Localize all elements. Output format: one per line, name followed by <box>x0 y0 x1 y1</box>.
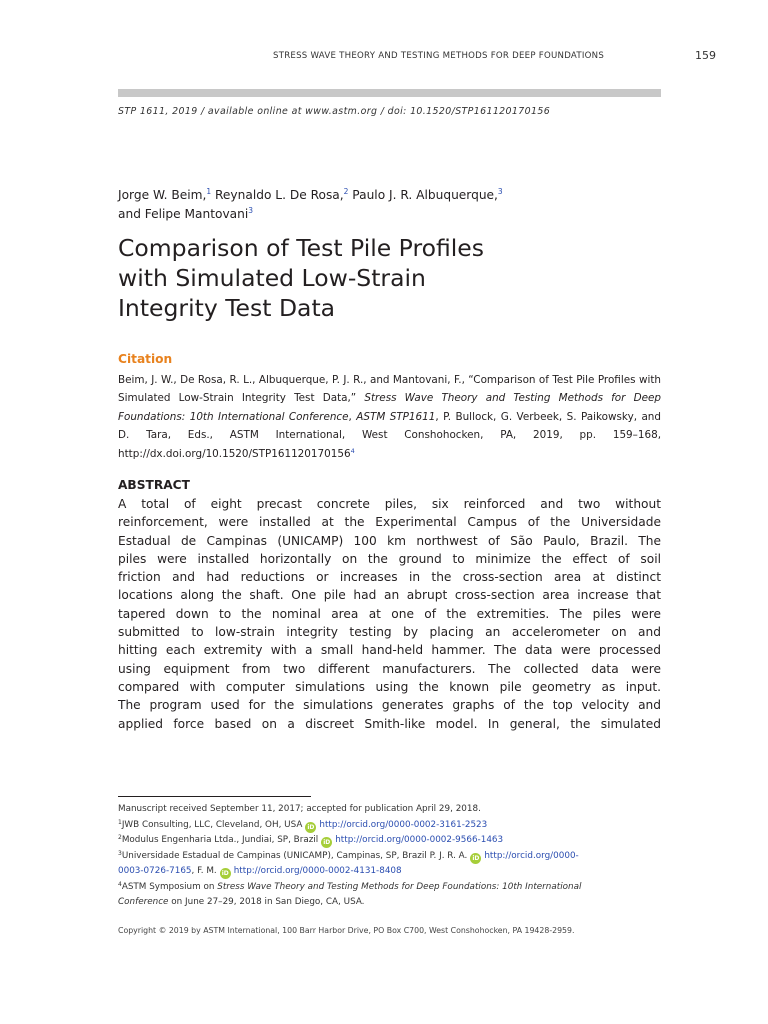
affiliation-text: Modulus Engenharia Ltda., Jundiai, SP, Brazil <box>121 835 319 845</box>
title-line: Comparison of Test Pile Profiles <box>118 234 484 262</box>
footnote-number: 4 <box>118 880 122 888</box>
footnote-3 <box>118 849 661 865</box>
footnote-received: Manuscript received September 11, 2017; accepted for publication April 29, 2018. <box>118 804 481 814</box>
author-name: Paulo J. R. Albuquerque, <box>348 188 498 202</box>
orcid-icon[interactable]: iD <box>307 823 315 831</box>
abstract-line: compared with computer simulations using the known pile geometry as input. <box>118 679 661 694</box>
citation-part: Beim, J. W., De Rosa, R. L., Albuquerque, P. J. R., and Mantovani, F., “Comparison of Test Pile Profiles with Simulated Low-Strain Integrity Test Data,” <box>118 374 661 405</box>
author-name: and Felipe Mantovani <box>118 207 249 221</box>
affiliation-marker[interactable]: 3 <box>248 206 254 215</box>
affiliation-marker[interactable]: 1 <box>206 187 212 196</box>
author-name: Reynaldo L. De Rosa, <box>211 188 344 202</box>
citation-part: , <box>348 410 357 423</box>
footnote-number: 2 <box>118 834 122 841</box>
footnote-4 <box>118 880 661 896</box>
abstract-line: reinforcement, were installed at the Experimental Campus of the Universidade <box>118 515 661 530</box>
citation-heading: Citation <box>118 352 173 366</box>
footnote-number: 3 <box>118 849 122 857</box>
title-line: with Simulated Low-Strain <box>118 264 426 292</box>
abstract-line: piles were installed horizontally on the ground to minimize the effect of soil <box>118 551 661 566</box>
orcid-link[interactable]: http://orcid.org/0000- <box>484 850 579 861</box>
abstract-line: hitting each extremity with a small hand-held hammer. The data were processed <box>118 643 661 658</box>
abstract-heading: ABSTRACT <box>118 478 190 492</box>
symposium-title: Stress Wave Theory and Testing Methods for Deep Foundations: 10th International <box>217 881 582 892</box>
orcid-link[interactable]: http://orcid.org/0000-0002-3161-2523 <box>319 819 488 830</box>
abstract-line: using equipment from two different manufacturers. The collected data were <box>118 661 661 676</box>
abstract-line: locations along the shaft. One pile had an abrupt cross-section area increase that <box>118 588 661 603</box>
title-line: Integrity Test Data <box>118 294 336 322</box>
copyright-notice: Copyright © 2019 by ASTM International, 100 Barr Harbor Drive, PO Box C700, West Conshohocken, PA 19428-2959. <box>118 926 575 935</box>
affiliation-marker[interactable]: 3 <box>497 187 503 196</box>
citation-stp: ASTM STP1611 <box>356 410 436 423</box>
footnote-rule <box>118 796 311 797</box>
header-rule <box>118 89 661 97</box>
footnote-number: 1 <box>118 818 122 826</box>
footnote-text: on June 27–29, 2018 in San Diego, CA, USA. <box>168 897 365 907</box>
affiliation-text: JWB Consulting, LLC, Cleveland, OH, USA <box>121 819 303 830</box>
abstract-line: friction and had reductions or increases in the cross-section area at distinct <box>118 570 661 585</box>
citation-part: , P. Bullock, G. Verbeek, S. Paikowsky, and D. Tara, Eds., ASTM International, West Conshohocken, PA, 2019, pp. 159–168, http://dx.doi.org/10.1520/STP161120170156 <box>118 410 661 460</box>
orcid-link[interactable]: http://orcid.org/0000-0002-9566-1463 <box>335 835 504 845</box>
footnote-3-cont <box>118 864 661 880</box>
abstract-text <box>118 495 661 733</box>
author-initials: , F. M. <box>191 866 217 876</box>
footnotes <box>118 802 661 911</box>
footnote-text: ASTM Symposium on <box>121 881 218 892</box>
orcid-icon[interactable]: iD <box>472 854 480 862</box>
abstract-line: Estadual de Campinas (UNICAMP) 100 km northwest of São Paulo, Brazil. The <box>118 533 661 548</box>
page-number: 159 <box>695 49 716 62</box>
footnote-1 <box>118 818 661 834</box>
paper-title <box>118 233 678 323</box>
author-name: Jorge W. Beim, <box>118 188 207 202</box>
abstract-line: submitted to low-strain integrity testing by placing an accelerometer on and <box>118 625 661 640</box>
orcid-icon[interactable]: iD <box>323 839 331 846</box>
affiliation-marker[interactable]: 2 <box>343 187 349 196</box>
abstract-line: applied force based on a discreet Smith-like model. In general, the simulated <box>118 716 661 731</box>
stp-doi-line: STP 1611, 2019 / available online at www.astm.org / doi: 10.1520/STP161120170156 <box>118 106 551 117</box>
citation-text <box>118 371 661 463</box>
symposium-title: Conference <box>118 897 169 907</box>
orcid-link[interactable]: 0003-0726-7165 <box>118 866 192 876</box>
abstract-line: tapered down to the nominal area at one of the extremities. The piles were <box>118 606 661 621</box>
abstract-line: The program used for the simulations generates graphs of the top velocity and <box>118 698 661 713</box>
author-list <box>118 186 658 224</box>
footnote-2 <box>118 833 661 849</box>
footnote-marker[interactable]: 4 <box>350 446 355 455</box>
orcid-icon[interactable]: iD <box>221 870 229 877</box>
abstract-line: A total of eight precast concrete piles, six reinforced and two without <box>118 497 661 511</box>
orcid-link[interactable]: http://orcid.org/0000-0002-4131-8408 <box>233 866 402 876</box>
citation-proceedings: Stress Wave Theory and Testing Methods for Deep Foundations: 10th International Conference <box>118 392 661 423</box>
footnote-4-cont <box>118 895 661 911</box>
affiliation-text: Universidade Estadual de Campinas (UNICAMP), Campinas, SP, Brazil P. J. R. A. <box>121 850 468 861</box>
running-header: STRESS WAVE THEORY AND TESTING METHODS FOR DEEP FOUNDATIONS <box>273 51 605 61</box>
